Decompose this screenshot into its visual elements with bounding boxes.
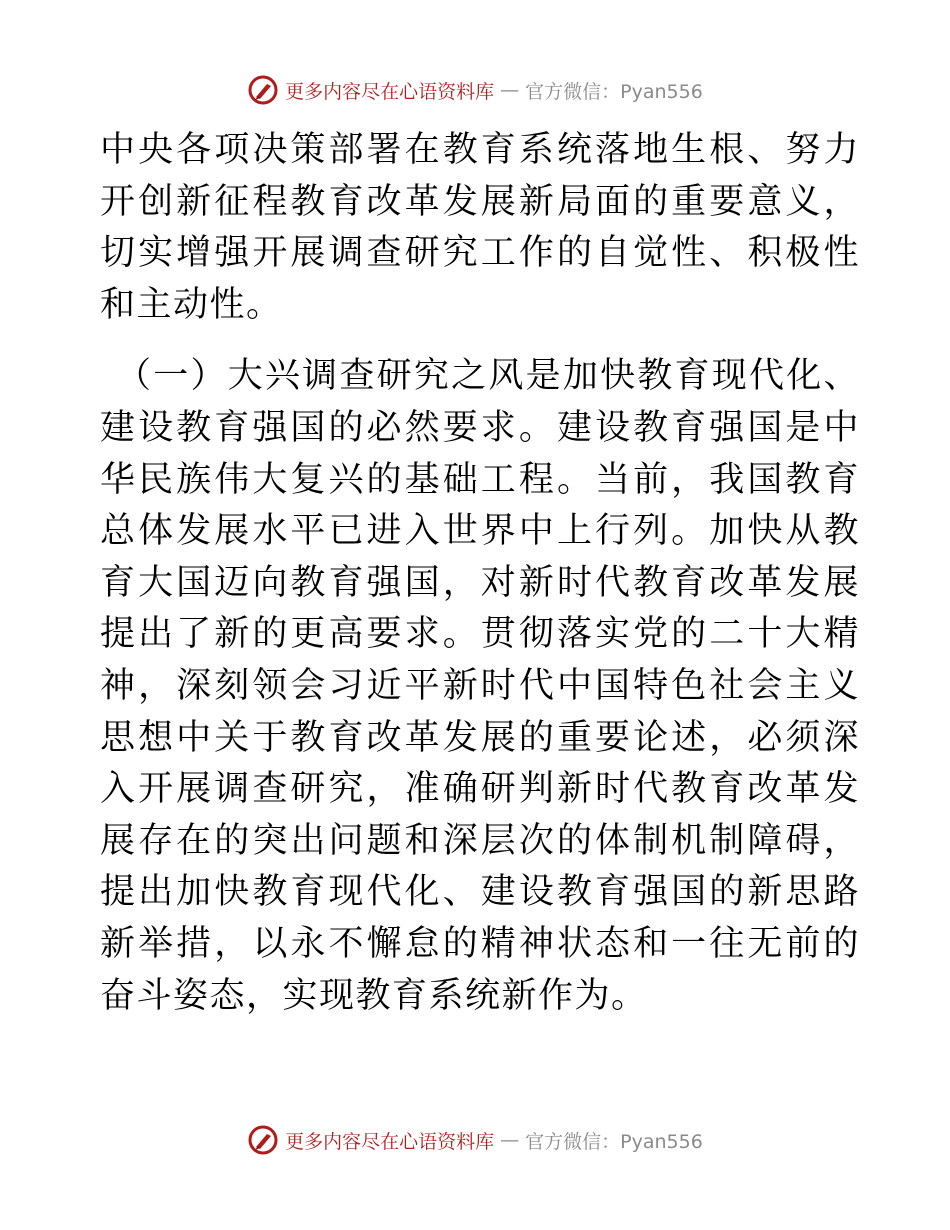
paragraph-section-one: （一）大兴调查研究之风是加快教育现代化、建设教育强国的必然要求。建设教育强国是中华民族伟大复兴的基础工程。当前，我国教育总体发展水平已进入世界中上行列。加快从教育大国迈向教育强国，对新时代教育改革发展提出了新的更高要求。贯彻落实党的二十大精神，深刻领会习近平新时代中国特色社会主义思想中关于教育改革发展的重要论述，必须深入开展调查研究，准确研判新时代教育改革发展存在的突出问题和深层次的体制机制障碍，提出加快教育现代化、建设教育强国的新思路新举措，以永不懈怠的精神状态和一往无前的奋斗姿态，实现教育系统新作为。 (100, 356, 860, 1016)
watermark-main-text: 更多内容尽在心语资料库 (285, 80, 495, 103)
header-watermark (0, 74, 950, 106)
pen-nib-logo-icon (247, 74, 279, 106)
watermark-main-text: 更多内容尽在心语资料库 (285, 1130, 495, 1153)
pen-nib-logo-icon (247, 1124, 279, 1156)
watermark-wechat-text: 官方微信：Pyan556 (525, 1130, 703, 1153)
watermark-wechat-text: 官方微信：Pyan556 (525, 80, 703, 103)
document-body (100, 125, 860, 1022)
footer-watermark (0, 1124, 950, 1156)
watermark-dash: — (500, 1129, 520, 1151)
paragraph-continuation: 中央各项决策部署在教育系统落地生根、努力开创新征程教育改革发展新局面的重要意义，切实增强开展调查研究工作的自觉性、积极性和主动性。 (100, 130, 860, 325)
watermark-dash: — (500, 79, 520, 101)
